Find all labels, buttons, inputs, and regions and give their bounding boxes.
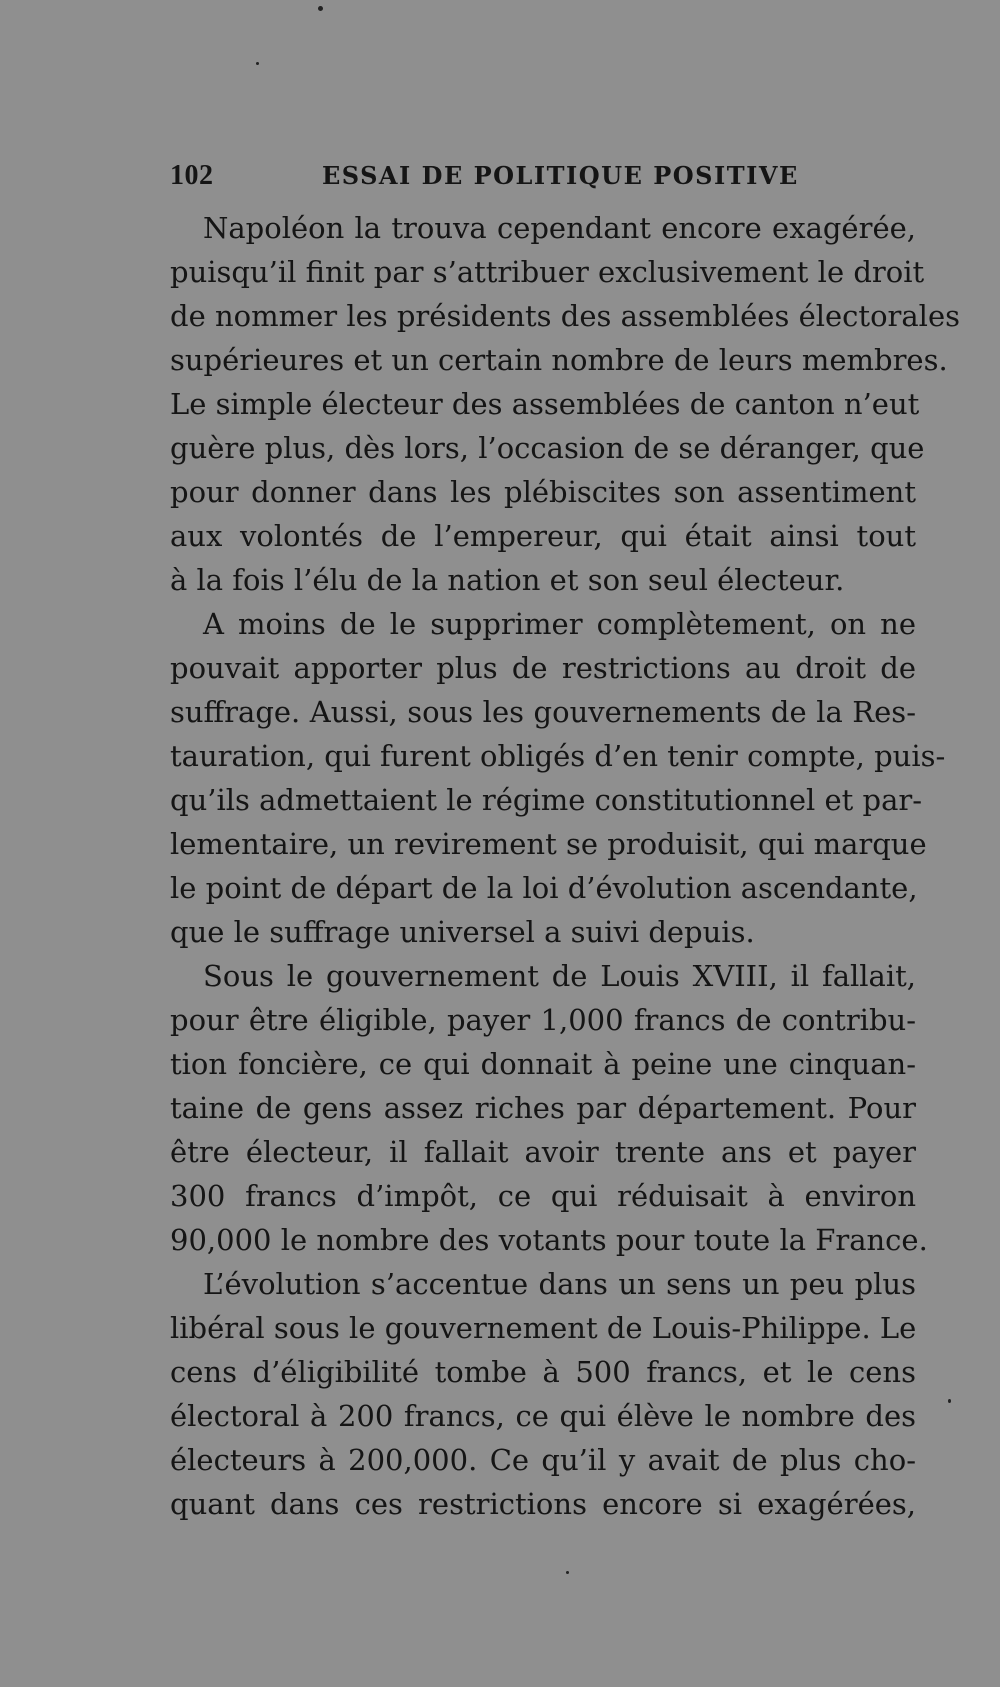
text-line: suffrage. Aussi, sous les gouvernements de la Res- [170, 695, 916, 729]
text-line: supérieures et un certain nombre de leurs membres. [170, 343, 948, 377]
text-line: de nommer les présidents des assemblées électorales [170, 299, 960, 333]
text-line: pour être éligible, payer 1,000 francs de contribu- [170, 1003, 916, 1037]
text-line: tion foncière, ce qui donnait à peine une cinquan- [170, 1047, 916, 1081]
text-line: aux volontés de l’empereur, qui était ainsi tout [170, 519, 916, 553]
text-line: 300 francs d’impôt, ce qui réduisait à environ [170, 1179, 916, 1213]
scan-speck [256, 62, 259, 65]
text-line: à la fois l’élu de la nation et son seul électeur. [170, 563, 845, 597]
text-line: Sous le gouvernement de Louis XVIII, il fallait, [203, 959, 916, 993]
scan-speck [948, 1399, 951, 1403]
text-line: L’évolution s’accentue dans un sens un peu plus [203, 1267, 916, 1301]
text-line: électeurs à 200,000. Ce qu’il y avait de plus cho- [170, 1443, 916, 1477]
text-line: A moins de le supprimer complètement, on ne [203, 607, 916, 641]
text-line: le point de départ de la loi d’évolution ascendante, [170, 871, 918, 905]
text-line: tauration, qui furent obligés d’en tenir compte, puis- [170, 739, 946, 773]
text-line: taine de gens assez riches par département. Pour [170, 1091, 916, 1125]
text-line: libéral sous le gouvernement de Louis-Philippe. Le [170, 1311, 917, 1345]
text-line: qu’ils admettaient le régime constitutionnel et par- [170, 783, 923, 817]
text-line: électoral à 200 francs, ce qui élève le nombre des [170, 1399, 916, 1433]
page-number: 102 [170, 160, 214, 191]
scan-speck [318, 6, 323, 11]
text-line: lementaire, un revirement se produisit, qui marque [170, 827, 927, 861]
text-line: puisqu’il finit par s’attribuer exclusivement le droit [170, 255, 925, 289]
text-line: pouvait apporter plus de restrictions au droit de [170, 651, 916, 685]
text-line: Le simple électeur des assemblées de canton n’eut [170, 387, 920, 421]
body-text [170, 206, 960, 1526]
running-title: ESSAI DE POLITIQUE POSITIVE [322, 161, 799, 190]
text-line: être électeur, il fallait avoir trente ans et payer [170, 1135, 916, 1169]
text-line: que le suffrage universel a suivi depuis. [170, 915, 755, 949]
text-line: 90,000 le nombre des votants pour toute la France. [170, 1223, 928, 1257]
text-line: pour donner dans les plébiscites son assentiment [170, 475, 916, 509]
text-line: cens d’éligibilité tombe à 500 francs, et le cens [170, 1355, 916, 1389]
text-line: quant dans ces restrictions encore si exagérées, [170, 1487, 916, 1521]
text-line: guère plus, dès lors, l’occasion de se déranger, que [170, 431, 925, 465]
scan-speck [566, 1571, 569, 1574]
running-header [170, 160, 916, 192]
text-line: Napoléon la trouva cependant encore exagérée, [203, 211, 916, 245]
